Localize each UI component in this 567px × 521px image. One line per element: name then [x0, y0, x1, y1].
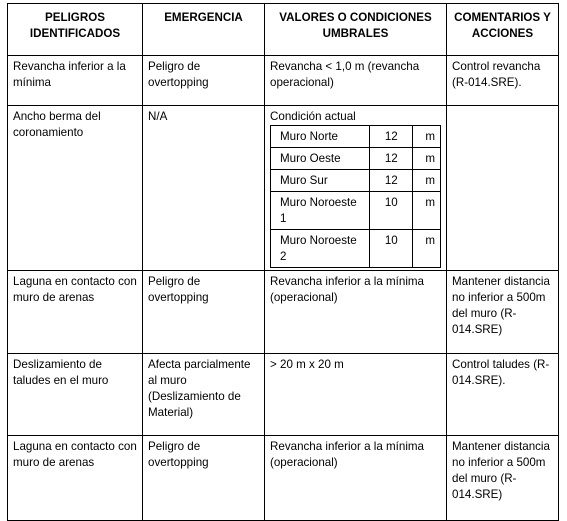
- wall-value: 12: [370, 148, 413, 170]
- wall-value: 10: [370, 192, 413, 230]
- wall-unit: m: [413, 230, 441, 268]
- header-peligros: PELIGROS IDENTIFICADOS: [8, 4, 143, 56]
- table-row: [8, 106, 559, 271]
- cell-comentarios: Mantener distancia no inferior a 500m del muro (R-014.SRE): [447, 436, 559, 521]
- cell-peligro: Ancho berma del coronamiento: [8, 106, 143, 271]
- condition-row: [271, 192, 441, 230]
- cell-valores: [265, 106, 447, 271]
- wall-value: 12: [370, 170, 413, 192]
- wall-unit: m: [413, 126, 441, 148]
- cell-peligro: Laguna en contacto con muro de arenas: [8, 271, 143, 354]
- header-comentarios: COMENTARIOS Y ACCIONES: [447, 4, 559, 56]
- cell-peligro: Revancha inferior a la mínima: [8, 56, 143, 106]
- cell-valores: Revancha inferior a la mínima (operacional): [265, 436, 447, 521]
- wall-unit: m: [413, 192, 441, 230]
- hazard-table: [7, 3, 559, 521]
- cell-peligro: Laguna en contacto con muro de arenas: [8, 436, 143, 521]
- cell-emergencia: Peligro de overtopping: [143, 436, 265, 521]
- condition-row: [271, 230, 441, 268]
- wall-value: 10: [370, 230, 413, 268]
- cell-emergencia: Peligro de overtopping: [143, 56, 265, 106]
- cell-peligro: Deslizamiento de taludes en el muro: [8, 354, 143, 436]
- cell-valores: Revancha < 1,0 m (revancha operacional): [265, 56, 447, 106]
- header-valores: VALORES O CONDICIONES UMBRALES: [265, 4, 447, 56]
- condition-title: Condición actual: [270, 110, 356, 123]
- header-emergencia: EMERGENCIA: [143, 4, 265, 56]
- condition-row: [271, 148, 441, 170]
- table-row: [8, 271, 559, 354]
- condition-row: [271, 126, 441, 148]
- cell-comentarios: Control revancha (R-014.SRE).: [447, 56, 559, 106]
- wall-unit: m: [413, 148, 441, 170]
- cell-valores: Revancha inferior a la mínima (operacional): [265, 271, 447, 354]
- cell-emergencia: Afecta parcialmente al muro (Deslizamiento de Material): [143, 354, 265, 436]
- cell-emergencia: N/A: [143, 106, 265, 271]
- wall-unit: m: [413, 170, 441, 192]
- condition-subtable: [270, 125, 441, 268]
- wall-label: Muro Norte: [271, 126, 370, 148]
- cell-emergencia: Peligro de overtopping: [143, 271, 265, 354]
- wall-label: Muro Oeste: [271, 148, 370, 170]
- header-row: [8, 4, 559, 56]
- cell-comentarios: Control taludes (R-014.SRE).: [447, 354, 559, 436]
- cell-comentarios: Mantener distancia no inferior a 500m del muro (R-014.SRE): [447, 271, 559, 354]
- wall-label: Muro Noroeste 2: [271, 230, 370, 268]
- cell-comentarios: [447, 106, 559, 271]
- wall-label: Muro Sur: [271, 170, 370, 192]
- wall-value: 12: [370, 126, 413, 148]
- wall-label: Muro Noroeste 1: [271, 192, 370, 230]
- table-row: [8, 56, 559, 106]
- condition-row: [271, 170, 441, 192]
- cell-valores: > 20 m x 20 m: [265, 354, 447, 436]
- table-row: [8, 436, 559, 521]
- table-row: [8, 354, 559, 436]
